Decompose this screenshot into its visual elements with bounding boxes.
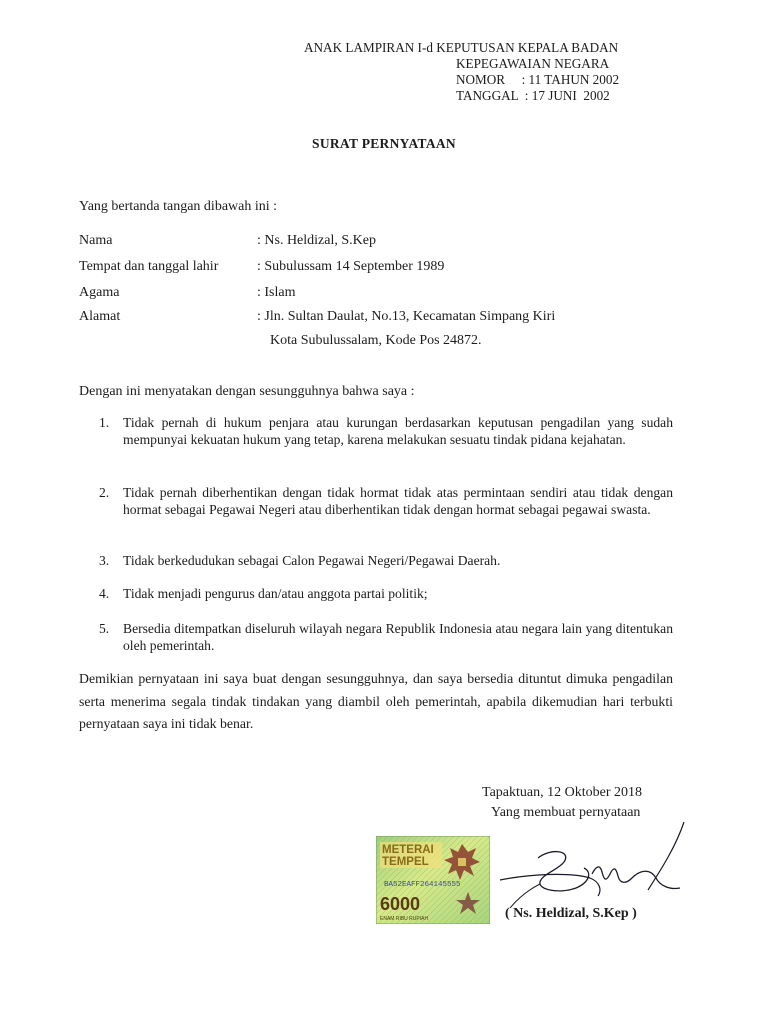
document-title: SURAT PERNYATAAN xyxy=(312,136,456,151)
list-item-text: Tidak pernah di hukum penjara atau kurungan berdasarkan keputusan pengadilan yang sudah mempunyai kekuatan hukum yang tetap, karena melakukan sesuatu tindak pidana kejahatan. xyxy=(123,415,673,447)
revenue-stamp xyxy=(376,836,490,924)
field-value: : Subulussam 14 September 1989 xyxy=(257,259,445,274)
handwritten-signature xyxy=(480,818,690,908)
attachment-header xyxy=(304,40,619,104)
list-item-number: 4. xyxy=(99,586,110,601)
place-and-date: Tapaktuan, 12 Oktober 2018 xyxy=(482,785,642,800)
address-line-2: Kota Subulussalam, Kode Pos 24872. xyxy=(270,333,482,348)
list-item-number: 3. xyxy=(99,553,110,568)
header-line-2: KEPEGAWAIAN NEGARA xyxy=(456,56,610,71)
intro-text: Yang bertanda tangan dibawah ini : xyxy=(79,199,278,214)
stamp-amount-words: ENAM RIBU RUPIAH xyxy=(380,916,429,922)
list-item-text: Tidak berkedudukan sebagai Calon Pegawai Negeri/Pegawai Daerah. xyxy=(123,553,501,568)
stamp-serial: BA52EAFF264145555 xyxy=(384,881,461,889)
field-label: Nama xyxy=(79,233,113,248)
signer-name: ( Ns. Heldizal, S.Kep ) xyxy=(505,906,637,921)
maker-label: Yang membuat pernyataan xyxy=(491,805,641,820)
list-item-number: 1. xyxy=(99,415,110,430)
list-item-number: 5. xyxy=(99,621,110,636)
field-value: : Jln. Sultan Daulat, No.13, Kecamatan Simpang Kiri xyxy=(257,309,556,324)
stamp-amount: 6000 xyxy=(380,894,421,914)
header-line-date: TANGGAL : 17 JUNI 2002 xyxy=(456,88,610,103)
stamp-word-1: METERAI xyxy=(382,844,434,856)
list-item-text: Bersedia ditempatkan diseluruh wilayah negara Republik Indonesia atau negara lain yang ditentukan oleh pemerintah. xyxy=(123,621,673,653)
list-item-text: Tidak pernah diberhentikan dengan tidak hormat tidak atas permintaan sendiri atau tidak dengan hormat sebagai Pegawai Negeri atau diberhentikan tidak dengan hormat sebagai pegawai swasta. xyxy=(123,485,673,517)
closing-paragraph: Demikian pernyataan ini saya buat dengan sesungguhnya, dan saya bersedia dituntut dimuka pengadilan serta menerima segala tindak tindakan yang diambil oleh pemerintah, apabila dikemudian hari terbukti pernyataan saya ini tidak benar. xyxy=(79,671,673,731)
header-line-1: ANAK LAMPIRAN I-d KEPUTUSAN KEPALA BADAN xyxy=(304,40,619,55)
stamp-word-2: TEMPEL xyxy=(382,856,429,868)
statement-text: Dengan ini menyatakan dengan sesungguhnya bahwa saya : xyxy=(79,384,415,399)
field-label: Tempat dan tanggal lahir xyxy=(79,259,219,274)
field-label: Agama xyxy=(79,285,120,300)
list-item-text: Tidak menjadi pengurus dan/atau anggota partai politik; xyxy=(123,586,428,601)
field-label: Alamat xyxy=(79,309,121,324)
list-item-number: 2. xyxy=(99,485,110,500)
field-value: : Islam xyxy=(257,285,296,300)
header-line-number: NOMOR : 11 TAHUN 2002 xyxy=(456,72,620,87)
field-value: : Ns. Heldizal, S.Kep xyxy=(257,233,376,248)
